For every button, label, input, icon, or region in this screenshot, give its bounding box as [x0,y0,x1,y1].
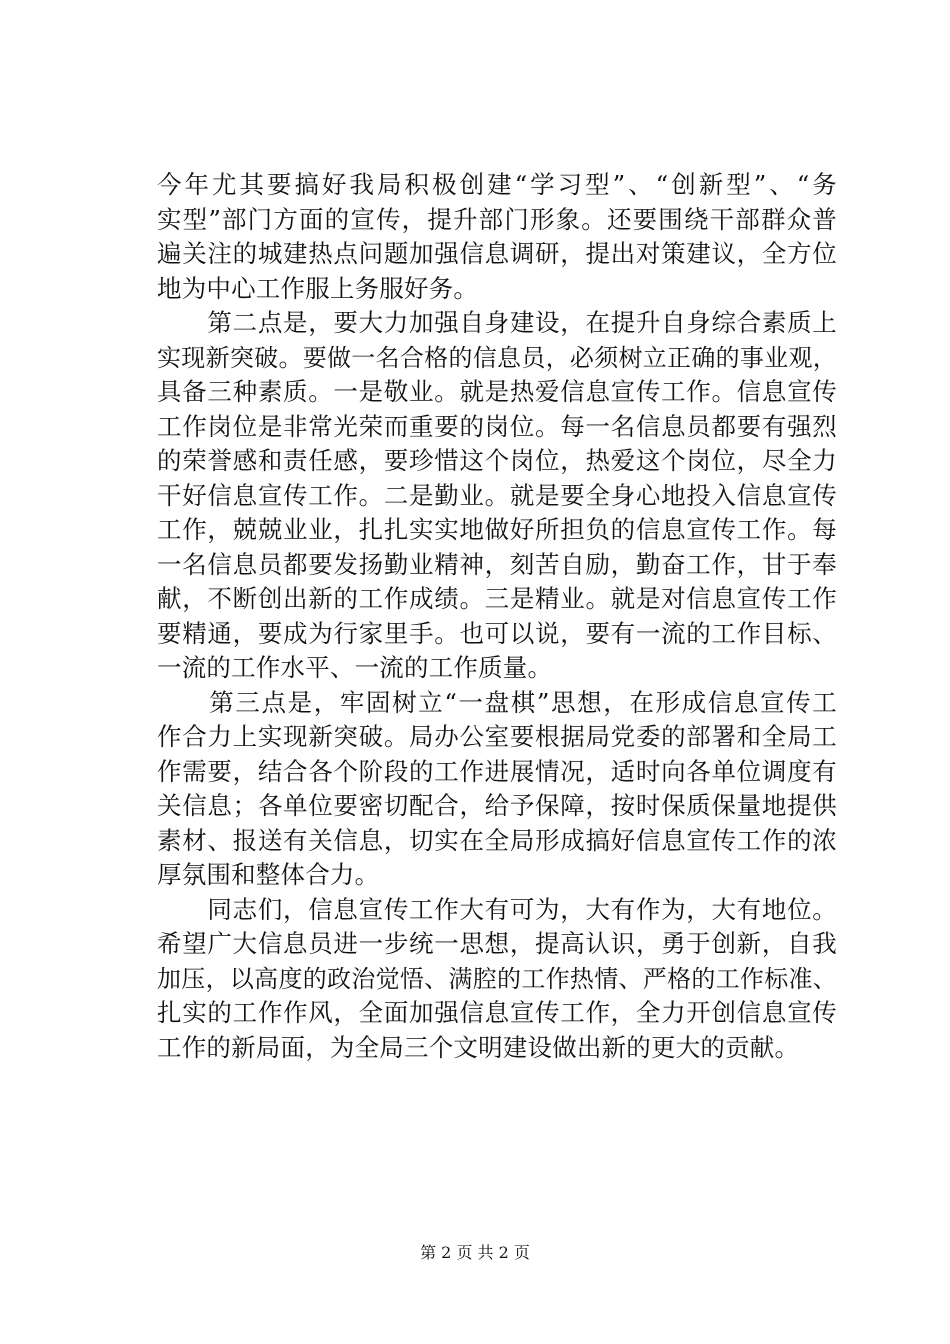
text-line: 素材、报送有关信息，切实在全局形成搞好信息宣传工作的浓 [157,825,837,855]
document-body [157,168,837,1065]
text-line: 一名信息员都要发扬勤业精神，刻苦自励，勤奋工作，甘于奉 [157,549,837,579]
text-line: 第三点是，牢固树立“一盘棋”思想，在形成信息宣传工 [157,687,837,717]
text-line: 希望广大信息员进一步统一思想，提高认识，勇于创新，自我 [157,929,837,958]
text-line: 工作，兢兢业业，扎扎实实地做好所担负的信息宣传工作。每 [157,515,837,544]
text-line: 作合力上实现新突破。局办公室要根据局党委的部署和全局工 [157,722,837,751]
text-line: 工作岗位是非常光荣而重要的岗位。每一名信息员都要有强烈 [157,411,837,441]
text-line: 地为中心工作服上务服好务。 [157,273,479,303]
text-line: 作需要，结合各个阶段的工作进展情况，适时向各单位调度有 [157,756,837,786]
text-line: 厚氛围和整体合力。 [157,860,380,889]
text-line: 实型”部门方面的宣传，提升部门形象。还要围绕干部群众普 [157,204,837,234]
text-line: 工作的新局面，为全局三个文明建设做出新的更大的贡献。 [157,1032,800,1062]
text-line: 第二点是，要大力加强自身建设，在提升自身综合素质上 [157,308,837,337]
page-number-footer: 第 2 页 共 2 页 [420,1243,530,1262]
text-line: 一流的工作水平、一流的工作质量。 [157,653,553,682]
text-line: 关信息；各单位要密切配合，给予保障，按时保质保量地提供 [157,791,837,820]
text-line: 干好信息宣传工作。二是勤业。就是要全身心地投入信息宣传 [157,480,837,510]
text-line: 实现新突破。要做一名合格的信息员，必须树立正确的事业观， [157,343,837,372]
text-line: 献，不断创出新的工作成绩。三是精业。就是对信息宣传工作 [157,584,837,613]
text-line: 扎实的工作作风，全面加强信息宣传工作，全力开创信息宣传 [157,998,837,1027]
text-line: 同志们，信息宣传工作大有可为，大有作为，大有地位。 [157,894,837,924]
text-line: 的荣誉感和责任感，要珍惜这个岗位，热爱这个岗位，尽全力 [157,446,837,475]
text-line: 具备三种素质。一是敬业。就是热爱信息宣传工作。信息宣传 [157,377,837,406]
text-line: 要精通，要成为行家里手。也可以说，要有一流的工作目标、 [157,618,837,648]
text-line: 今年尤其要搞好我局积极创建“学习型”、“创新型”、“务 [157,170,837,199]
text-line: 加压，以高度的政治觉悟、满腔的工作热情、严格的工作标准、 [157,964,837,993]
text-line: 遍关注的城建热点问题加强信息调研，提出对策建议，全方位 [157,239,837,268]
